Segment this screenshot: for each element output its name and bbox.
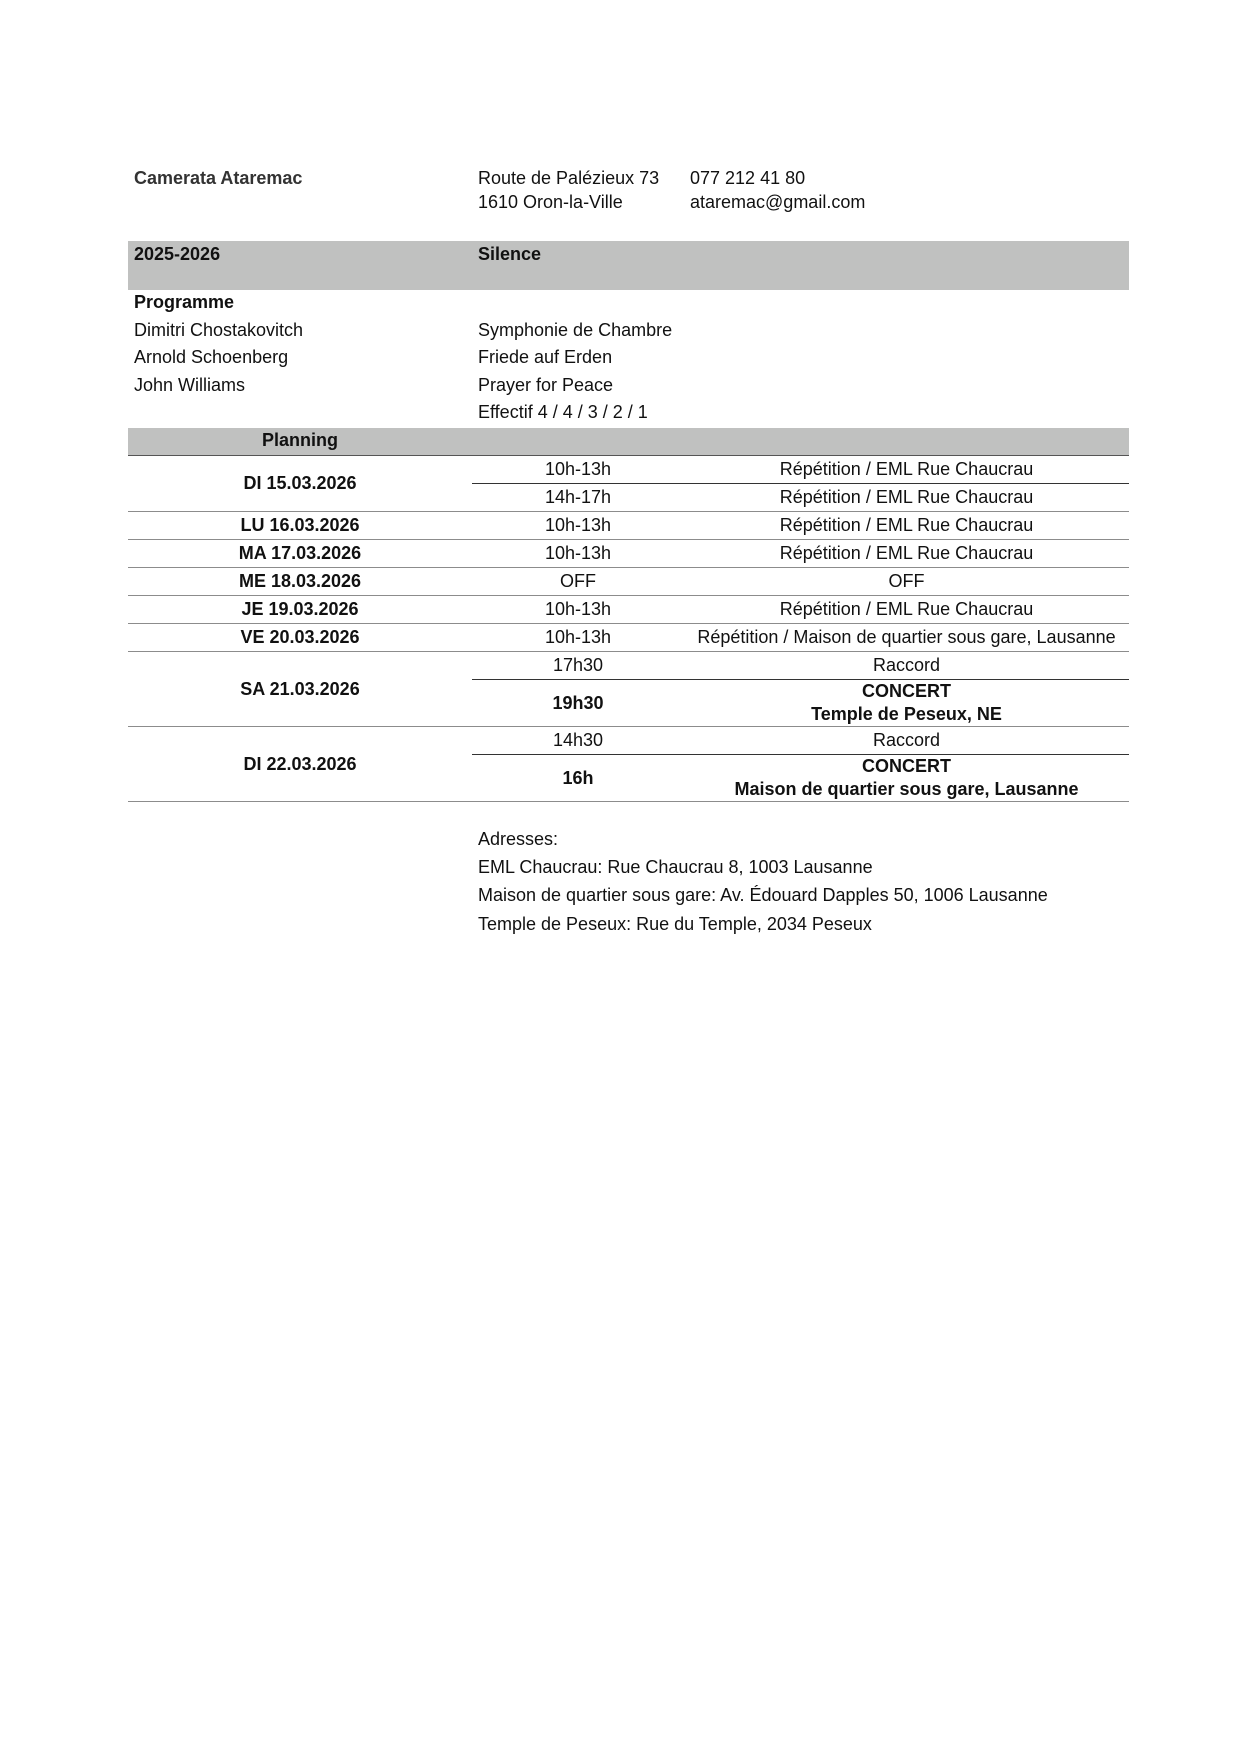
slot-activity-line: Raccord (872, 655, 941, 675)
slot-time: 14h30 (552, 730, 604, 750)
season-title: Silence (478, 244, 542, 264)
slot-activity (684, 540, 1129, 567)
slot-activity (684, 727, 1129, 754)
address-line: Temple de Peseux: Rue du Temple, 2034 Peseux (478, 914, 872, 934)
programme-composer: Arnold Schoenberg (134, 347, 289, 367)
phone-number: 077 212 41 80 (690, 168, 806, 188)
address-line: Maison de quartier sous gare: Av. Édouard Dapples 50, 1006 Lausanne (478, 885, 1048, 905)
schedule-table (128, 456, 1129, 802)
schedule-day-row (128, 456, 1129, 512)
slot-activity (684, 456, 1129, 483)
programme-composer: John Williams (134, 375, 246, 395)
programme-work: Friede auf Erden (478, 347, 613, 367)
planning-heading: Planning (262, 430, 338, 450)
organization-name: Camerata Ataremac (134, 168, 303, 188)
address-line-2: 1610 Oron-la-Ville (478, 192, 623, 212)
slot-activity (684, 512, 1129, 539)
schedule-slot (472, 679, 1129, 726)
slot-activity-line: Répétition / EML Rue Chaucrau (779, 543, 1034, 563)
schedule-slot (472, 568, 1129, 595)
slot-activity-line: Répétition / EML Rue Chaucrau (779, 487, 1034, 507)
slot-activity-line: Maison de quartier sous gare, Lausanne (734, 779, 1079, 799)
programme-heading: Programme (134, 292, 235, 312)
slot-time: 10h-13h (544, 515, 612, 535)
slot-activity-line: Répétition / EML Rue Chaucrau (779, 515, 1034, 535)
slot-activity-line: Répétition / EML Rue Chaucrau (779, 459, 1034, 479)
slot-activity (684, 680, 1129, 726)
schedule-slot (472, 483, 1129, 511)
schedule-day-row (128, 568, 1129, 596)
schedule-day-row (128, 652, 1129, 727)
schedule-slot (472, 727, 1129, 754)
schedule-slot (472, 512, 1129, 539)
slot-activity-line: OFF (888, 571, 925, 591)
day-date: ME 18.03.2026 (238, 571, 362, 591)
slot-activity-line: Répétition / EML Rue Chaucrau (779, 599, 1034, 619)
programme-work: Symphonie de Chambre (478, 320, 673, 340)
slot-time: 10h-13h (544, 599, 612, 619)
day-date: VE 20.03.2026 (240, 627, 360, 647)
slot-time: 10h-13h (544, 543, 612, 563)
schedule-day-row (128, 540, 1129, 568)
day-date: JE 19.03.2026 (241, 599, 359, 619)
slot-activity-line: Répétition / Maison de quartier sous gare, Lausanne (697, 627, 1116, 647)
address-line: EML Chaucrau: Rue Chaucrau 8, 1003 Lausanne (478, 857, 873, 877)
slot-activity (684, 652, 1129, 679)
schedule-slot (472, 456, 1129, 483)
slot-time: 10h-13h (544, 459, 612, 479)
email-address: ataremac@gmail.com (690, 192, 866, 212)
schedule-slot (472, 652, 1129, 679)
slot-time: 10h-13h (544, 627, 612, 647)
slot-activity (684, 755, 1129, 801)
slot-activity-line: CONCERT (862, 756, 951, 776)
schedule-day-row (128, 624, 1129, 652)
day-date: LU 16.03.2026 (240, 515, 360, 535)
schedule-slot (472, 596, 1129, 623)
day-date: MA 17.03.2026 (238, 543, 362, 563)
slot-activity (684, 568, 1129, 595)
schedule-day-row (128, 727, 1129, 802)
schedule-slot (472, 624, 1129, 651)
schedule-day-row (128, 512, 1129, 540)
schedule-slot (472, 540, 1129, 567)
slot-activity (684, 596, 1129, 623)
schedule-day-row (128, 596, 1129, 624)
slot-time: OFF (560, 571, 596, 591)
slot-activity-line: CONCERT (862, 681, 951, 701)
season-band (128, 241, 1129, 290)
programme-composer: Dimitri Chostakovitch (134, 320, 304, 340)
slot-time: 17h30 (552, 655, 604, 675)
ensemble-size: Effectif 4 / 4 / 3 / 2 / 1 (478, 402, 648, 422)
slot-activity-line: Raccord (872, 730, 941, 750)
day-date: SA 21.03.2026 (240, 678, 360, 699)
programme-work: Prayer for Peace (478, 375, 614, 395)
slot-activity-line: Temple de Peseux, NE (811, 704, 1002, 724)
slot-time: 19h30 (552, 692, 604, 713)
schedule-slot (472, 754, 1129, 801)
slot-time: 16h (562, 767, 594, 788)
day-date: DI 15.03.2026 (243, 473, 357, 493)
day-date: DI 22.03.2026 (243, 753, 357, 774)
season-years: 2025-2026 (134, 244, 221, 264)
address-line-1: Route de Palézieux 73 (478, 168, 660, 188)
addresses-heading: Adresses: (478, 829, 559, 849)
slot-time: 14h-17h (544, 487, 612, 507)
slot-activity (684, 484, 1129, 511)
slot-activity (684, 624, 1129, 651)
